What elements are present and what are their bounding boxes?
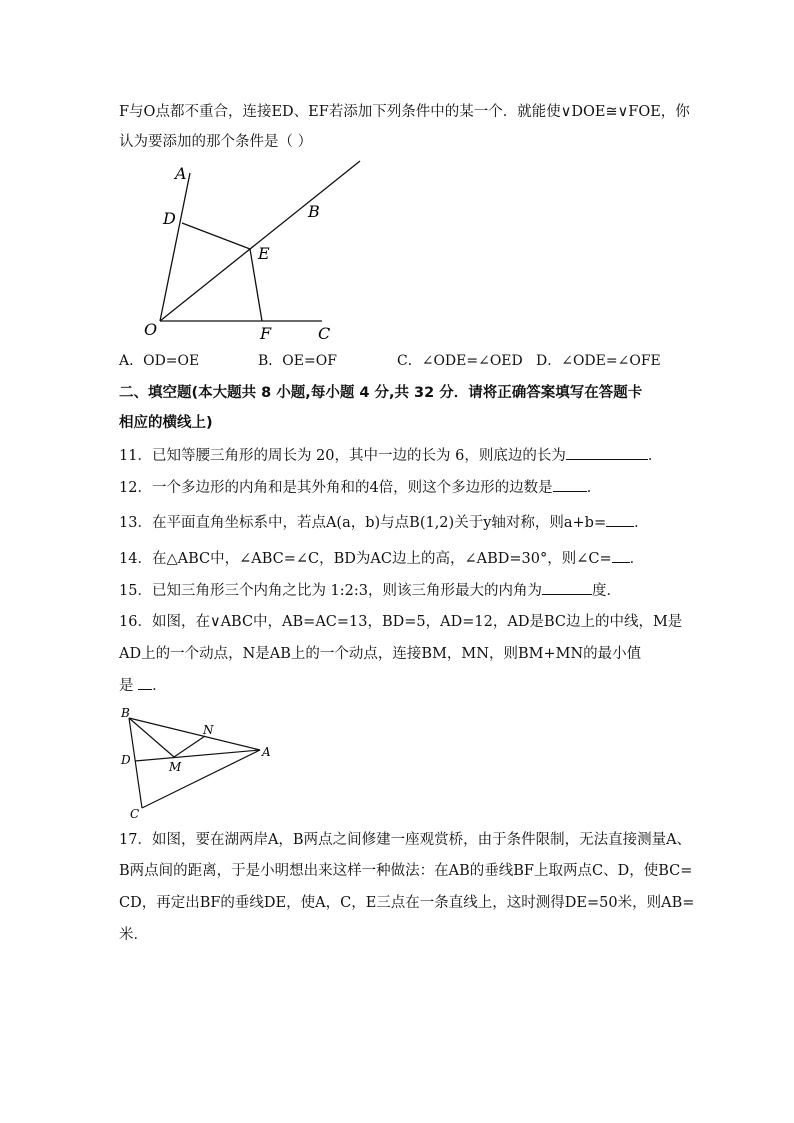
q16-tail: ． <box>152 678 167 694</box>
q10-option-a: A．OD=OE <box>119 353 200 369</box>
q11-text: 11．已知等腰三角形的周长为 20，其中一边的长为 6，则底边的长为 <box>119 448 566 464</box>
q15-text: 15．已知三角形三个内角之比为 1:2:3，则该三角形最大的内角为 <box>119 583 543 599</box>
label-D: D <box>163 209 176 228</box>
label-O: O <box>144 320 158 339</box>
q14-tail: ． <box>629 551 645 567</box>
q10-text-line2: 认为要添加的那个条件是（ ） <box>119 134 313 150</box>
label-A: A <box>175 164 187 183</box>
q17-text-line4: 米． <box>119 927 148 943</box>
q15-tail: 度． <box>592 583 622 599</box>
q17-text-line1: 17．如图，要在湖两岸A，B两点之间修建一座观赏桥，由于条件限制，无法直接测量A、 <box>119 832 692 848</box>
ray-OB <box>160 161 360 321</box>
label-F: F <box>260 324 272 343</box>
q11-answer-blank <box>566 445 648 460</box>
q12-text: 12．一个多边形的内角和是其外角和的4倍，则这个多边形的边数是 <box>119 480 553 496</box>
q13-text: 13．在平面直角坐标系中，若点A(a，b)与点B(1,2)关于y轴对称，则a+b= <box>119 515 607 531</box>
label-M: M <box>169 760 182 774</box>
q10-option-c: C．∠ODE=∠OED <box>397 353 523 369</box>
section2-heading-line2: 相应的横线上) <box>119 415 213 431</box>
label-C: C <box>130 807 140 821</box>
segment-DE <box>182 223 250 249</box>
q12-tail: ． <box>586 480 602 496</box>
q15-answer-blank <box>542 580 592 595</box>
ray-OA <box>160 173 190 321</box>
q16-text-line1: 16．如图，在∨ABC中，AB=AC=13，BD=5，AD=12，AD是BC边上的中线，M是 <box>119 614 683 630</box>
q10-option-b: B．OE=OF <box>258 353 337 369</box>
label-N: N <box>203 723 214 737</box>
q15 <box>119 580 621 601</box>
q12-answer-blank <box>553 477 587 492</box>
q10-text-line1: F与O点都不重合，连接ED、EF若添加下列条件中的某一个．就能使∨DOE≅∨FOE，你 <box>119 104 690 120</box>
label-E: E <box>258 244 270 263</box>
q16-figure <box>112 700 282 825</box>
q16-answer-blank <box>138 675 152 690</box>
label-A: A <box>262 745 271 759</box>
side-BA <box>129 718 260 750</box>
section2-heading-line1: 二、填空题(本大题共 8 小题,每小题 4 分,共 32 分．请将正确答案填写在答题卡 <box>119 385 643 401</box>
q16-text-line3: 是 <box>119 678 139 694</box>
q16-line3 <box>119 675 167 696</box>
label-C: C <box>318 324 331 343</box>
q16-text-line2: AD上的一个动点，N是AB上的一个动点，连接BM，MN，则BM+MN的最小值 <box>119 646 642 662</box>
label-D: D <box>121 753 131 767</box>
segment-MN <box>174 736 205 757</box>
side-BC <box>129 718 142 808</box>
label-B: B <box>308 202 320 221</box>
q13-answer-blank <box>606 512 634 527</box>
q14-answer-blank <box>612 548 630 563</box>
q17-text-line2: B两点间的距离，于是小明想出来这样一种做法：在AB的垂线BF上取两点C、D，使BC= <box>119 863 693 879</box>
q13 <box>119 512 649 533</box>
q12 <box>119 477 601 498</box>
q10-figure <box>130 155 370 350</box>
q10-option-d: D．∠ODE=∠OFE <box>536 353 661 369</box>
q11 <box>119 445 662 466</box>
q11-tail: ． <box>647 448 663 464</box>
q13-tail: ． <box>634 515 649 531</box>
label-B: B <box>121 706 130 720</box>
q14-text: 14．在△ABC中，∠ABC=∠C，BD为AC边上的高，∠ABD=30°，则∠C= <box>119 551 612 567</box>
q14 <box>119 548 644 569</box>
q17-text-line3: CD，再定出BF的垂线DE，使A，C，E三点在一条直线上，这时测得DE=50米，则AB= <box>119 895 695 911</box>
